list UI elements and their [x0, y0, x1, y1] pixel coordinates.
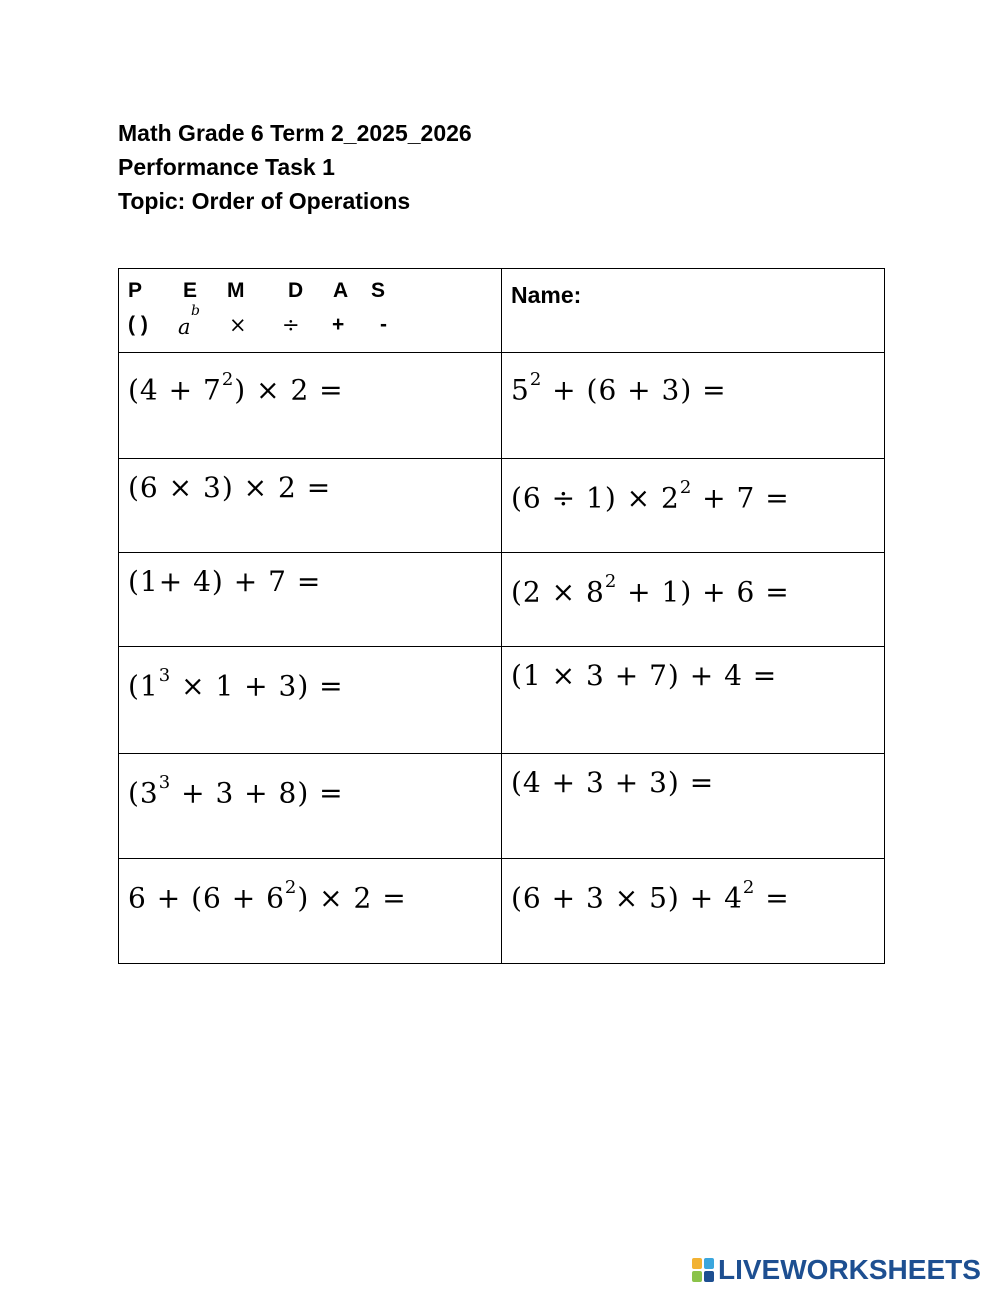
- problem-row: [119, 754, 885, 859]
- exponent-base-symbol: a: [178, 315, 191, 339]
- course-title: Math Grade 6 Term 2_2025_2026: [118, 120, 472, 146]
- logo-block: [692, 1258, 702, 1269]
- expression: (4 + 3 + 3) =: [511, 766, 715, 799]
- expression: $(6 \div 1) \times 2^2 + 7$ =: [511, 477, 790, 515]
- expression: $6 + (6 + 6^2) \times 2$ =: [128, 877, 407, 915]
- worksheet-header: [118, 116, 472, 218]
- problem-cell[interactable]: [502, 859, 885, 964]
- pemdas-letter: A: [333, 279, 349, 302]
- pemdas-letter: S: [371, 279, 386, 302]
- parentheses-symbol: ( ): [128, 313, 148, 336]
- problem-cell[interactable]: [119, 459, 502, 553]
- logo-block: [704, 1271, 714, 1282]
- pemdas-letter: E: [183, 279, 198, 302]
- pemdas-cell: [119, 269, 502, 353]
- problems-table: [118, 268, 885, 964]
- problem-row: [119, 353, 885, 459]
- name-label: Name:: [511, 282, 582, 308]
- logo-block: [704, 1258, 714, 1269]
- problem-row: [119, 459, 885, 553]
- pemdas-key: [128, 269, 492, 347]
- problem-cell[interactable]: [119, 553, 502, 647]
- add-symbol: +: [332, 313, 345, 336]
- task-title: Performance Task 1: [118, 154, 335, 180]
- expression: $(2 \times 8^2 + 1) + 6$ =: [511, 571, 790, 609]
- pemdas-letter: M: [227, 279, 245, 302]
- problem-cell[interactable]: [502, 459, 885, 553]
- logo-blocks-icon: [692, 1258, 714, 1282]
- problem-cell[interactable]: [502, 353, 885, 459]
- problem-row: [119, 647, 885, 754]
- multiply-symbol: ×: [229, 313, 247, 337]
- expression: $(1^3 \times 1 + 3)$ =: [128, 665, 344, 703]
- table-header-row: [119, 269, 885, 353]
- problem-cell[interactable]: [119, 353, 502, 459]
- expression: (1 × 3 + 7) + 4 =: [511, 659, 778, 692]
- logo-block: [692, 1271, 702, 1282]
- exponent-power-symbol: b: [191, 303, 200, 319]
- expression: $(6 + 3 \times 5) + 4^2$ =: [511, 877, 790, 915]
- problem-cell[interactable]: [119, 754, 502, 859]
- divide-symbol: ÷: [282, 313, 300, 337]
- liveworksheets-logo: [692, 1252, 981, 1288]
- problem-row: [119, 859, 885, 964]
- pemdas-letter: D: [288, 279, 304, 302]
- expression: $(4 + 7^2) \times 2$ =: [128, 369, 344, 407]
- problem-cell[interactable]: [502, 553, 885, 647]
- expression: (6 × 3) × 2 =: [128, 471, 332, 504]
- problem-cell[interactable]: [119, 859, 502, 964]
- problem-cell[interactable]: [502, 754, 885, 859]
- name-cell[interactable]: [502, 269, 885, 353]
- pemdas-letter: P: [128, 279, 143, 302]
- expression: (1+ 4) + 7 =: [128, 565, 322, 598]
- problem-cell[interactable]: [119, 647, 502, 754]
- subtract-symbol: -: [380, 313, 387, 336]
- expression: $5^2 + (6 + 3)$ =: [511, 369, 727, 407]
- topic-title: Topic: Order of Operations: [118, 188, 411, 214]
- problem-cell[interactable]: [502, 647, 885, 754]
- logo-text: LIVEWORKSHEETS: [718, 1254, 981, 1285]
- problem-row: [119, 553, 885, 647]
- expression: $(3^3 + 3 + 8)$ =: [128, 772, 344, 810]
